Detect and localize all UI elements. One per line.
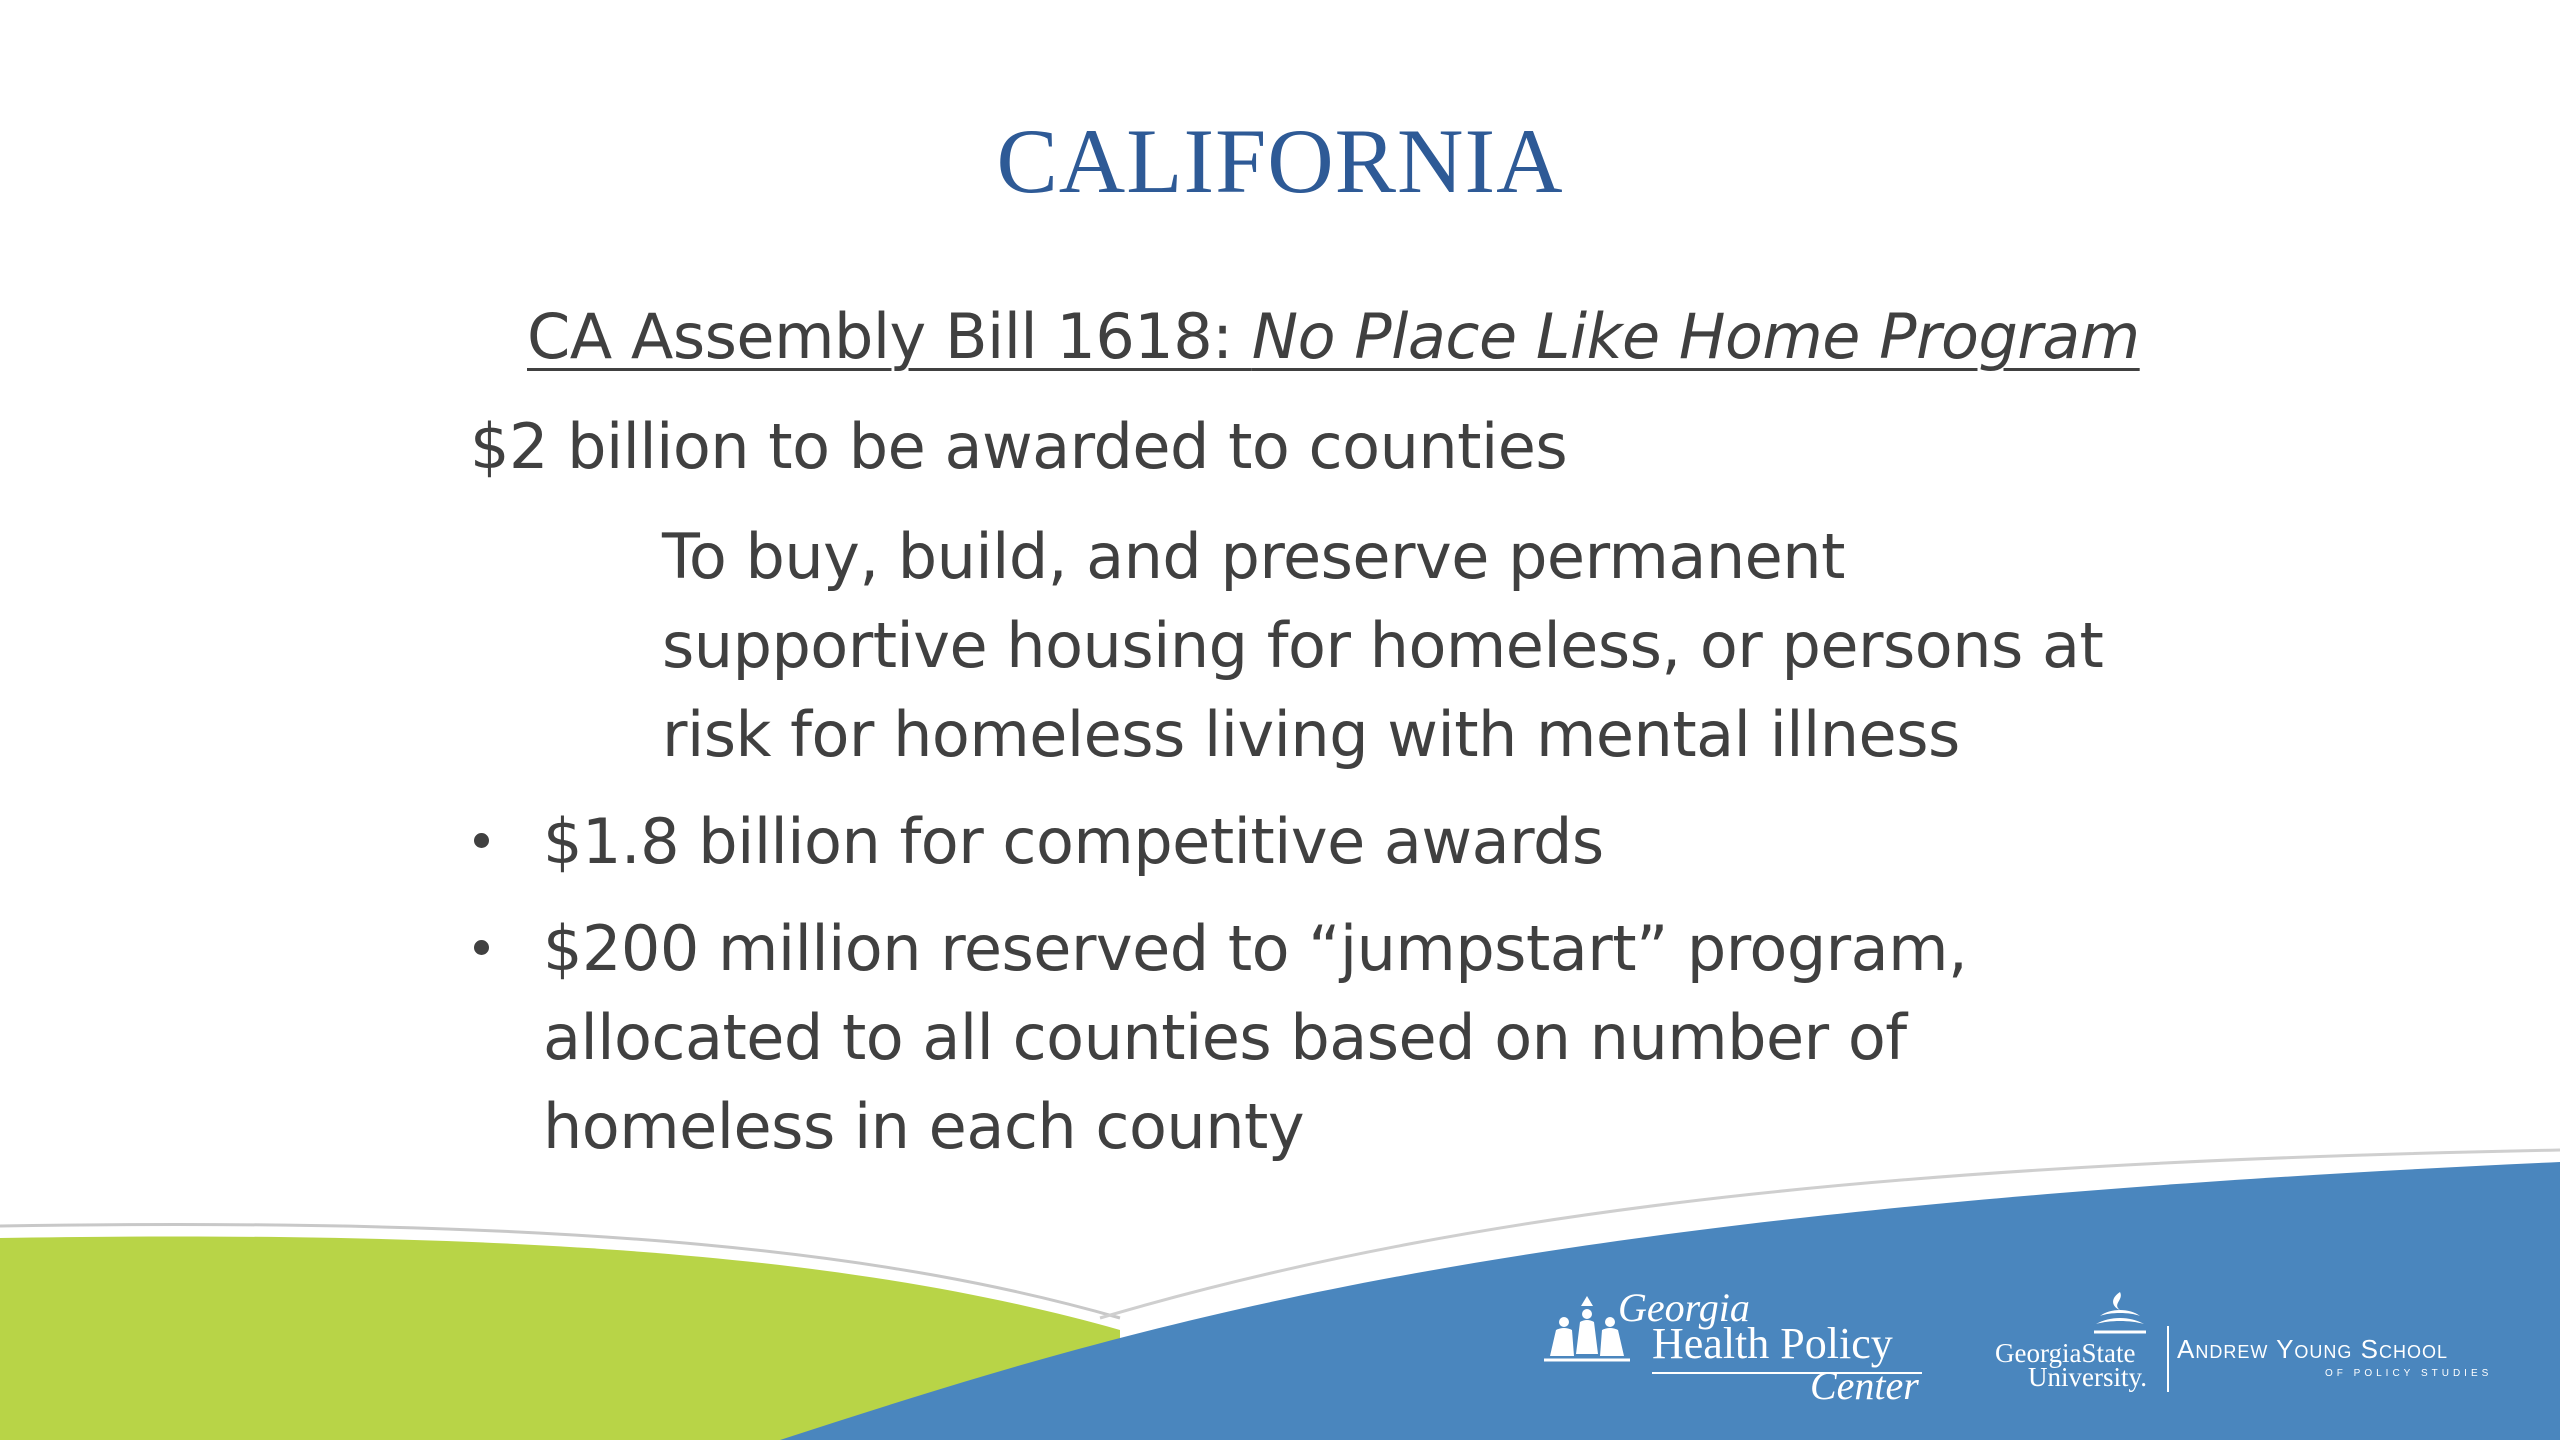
gsu-flame-icon	[2090, 1290, 2150, 1334]
bullet-line: $200 million reserved to “jumpstart” program,	[543, 912, 1968, 985]
bullet-line: allocated to all counties based on number of	[543, 1001, 1907, 1074]
subtitle-program-name: No Place Like Home Program	[1251, 300, 2140, 373]
bullet-item	[543, 797, 1604, 886]
ghpc-line-3: Center	[1810, 1363, 1919, 1408]
bullet-dot-icon	[474, 940, 489, 955]
gsu-ays-logo	[1990, 1290, 2550, 1400]
bullet-item	[543, 904, 1967, 1171]
bullet-dot-icon	[474, 833, 489, 848]
subtitle-prefix: CA Assembly Bill 1618:	[527, 300, 1252, 373]
slide-title: CALIFORNIA	[996, 110, 1564, 212]
gsu-divider	[2167, 1326, 2169, 1392]
gsu-line-2: University.	[2028, 1362, 2147, 1392]
ays-school-name: Andrew Young School	[2177, 1334, 2449, 1364]
indented-paragraph	[662, 512, 2103, 779]
ghpc-line-2: Health Policy	[1652, 1319, 1893, 1368]
lead-line: $2 billion to be awarded to counties	[470, 410, 1568, 483]
indented-line: supportive housing for homeless, or persons at	[662, 609, 2104, 682]
indented-line: risk for homeless living with mental illness	[662, 698, 1960, 771]
slide-subtitle	[527, 300, 2140, 373]
gsu-line-1: GeorgiaState	[1995, 1338, 2136, 1368]
bullet-line: $1.8 billion for competitive awards	[543, 805, 1604, 878]
bullet-line: homeless in each county	[543, 1090, 1305, 1163]
ghpc-logo	[1540, 1285, 1940, 1408]
indented-line: To buy, build, and preserve permanent	[662, 520, 1845, 593]
ghpc-line-1: Georgia	[1618, 1285, 1750, 1330]
ays-school-subtitle: OF POLICY STUDIES	[2325, 1368, 2493, 1379]
